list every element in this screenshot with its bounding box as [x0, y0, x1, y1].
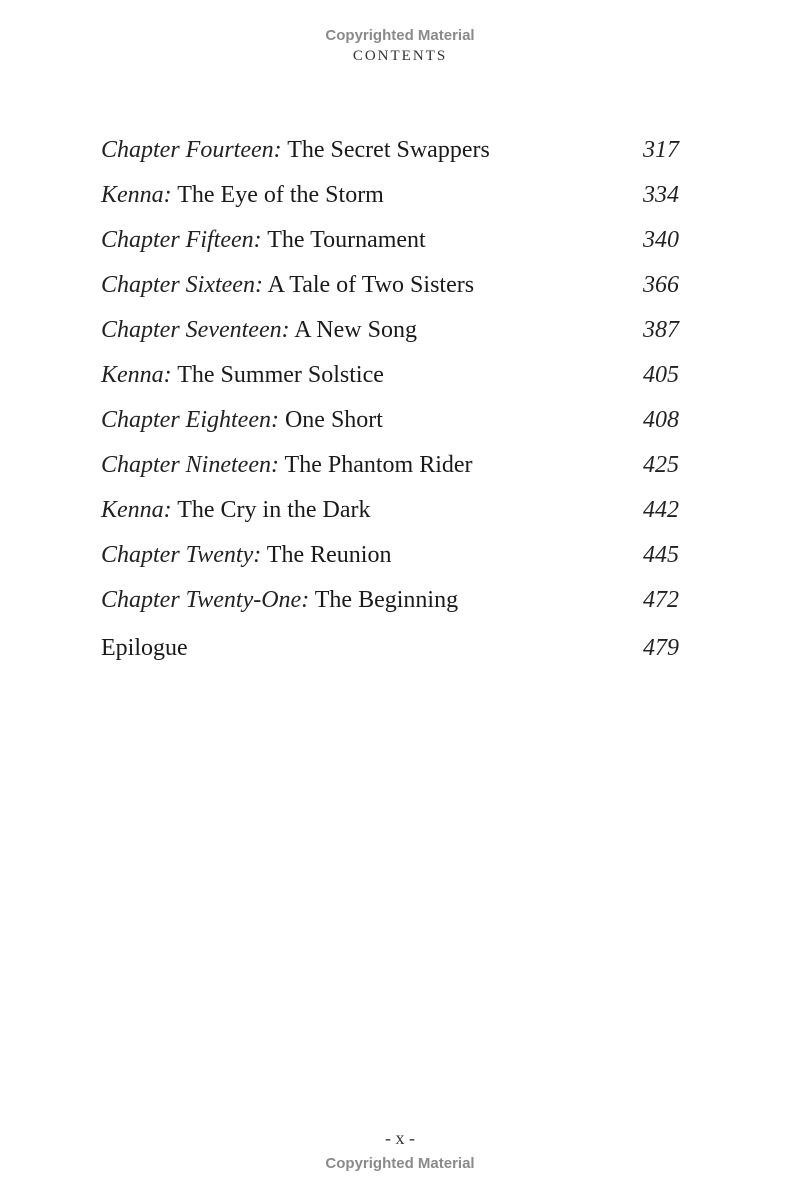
toc-entry-title: The Beginning	[314, 587, 459, 613]
toc-entry[interactable]	[101, 582, 679, 627]
toc-entry-title: Epilogue	[101, 635, 188, 661]
toc-entry-page: 408	[643, 407, 679, 433]
toc-entry-title: The Cry in the Dark	[177, 497, 371, 523]
toc-entry-page: 366	[643, 272, 679, 298]
toc-entry-page: 425	[643, 452, 679, 478]
toc-entry-page: 445	[643, 542, 679, 568]
toc-entry-page: 334	[643, 182, 679, 208]
toc-entry-label: Chapter Fifteen:	[101, 227, 262, 253]
toc-entry-label: Chapter Seventeen:	[101, 317, 290, 343]
toc-entry[interactable]	[101, 177, 679, 222]
toc-entry[interactable]	[101, 402, 679, 447]
copyright-watermark-bottom: Copyrighted Material	[325, 1155, 475, 1172]
toc-entry[interactable]	[101, 312, 679, 357]
toc-entry-page: 405	[643, 362, 679, 388]
toc-entry-label: Chapter Sixteen:	[101, 272, 263, 298]
toc-entry[interactable]	[101, 267, 679, 312]
toc-entry-heading	[101, 132, 490, 168]
toc-entry-epilogue[interactable]	[101, 630, 679, 675]
toc-entry-label: Chapter Twenty-One:	[101, 587, 310, 613]
toc-entry-page: 442	[643, 497, 679, 523]
toc-entry-title: The Summer Solstice	[177, 362, 384, 388]
toc-entry-page: 340	[643, 227, 679, 253]
running-head: CONTENTS	[352, 48, 448, 64]
toc-entry-heading	[101, 447, 473, 483]
toc-entry[interactable]	[101, 222, 679, 267]
toc-entry-title: The Phantom Rider	[284, 452, 473, 478]
toc-entry-title: A Tale of Two Sisters	[267, 272, 475, 298]
toc-entry[interactable]	[101, 492, 679, 537]
copyright-watermark-top: Copyrighted Material	[325, 27, 475, 44]
toc-entry-title: A New Song	[294, 317, 417, 343]
toc-entry-heading	[101, 492, 371, 528]
toc-entry-label: Kenna:	[101, 182, 172, 208]
table-of-contents	[101, 132, 679, 675]
toc-entry[interactable]	[101, 357, 679, 402]
toc-entry-heading	[101, 267, 474, 303]
toc-entry-heading	[101, 402, 383, 438]
toc-entry-label: Kenna:	[101, 497, 172, 523]
toc-entry-heading	[101, 222, 426, 258]
toc-entry-heading	[101, 537, 391, 573]
toc-entry[interactable]	[101, 132, 679, 177]
toc-entry-label: Chapter Nineteen:	[101, 452, 279, 478]
toc-entry[interactable]	[101, 537, 679, 582]
toc-entry-heading	[101, 357, 384, 393]
toc-entry-page: 317	[643, 137, 679, 163]
toc-entry-label: Chapter Eighteen:	[101, 407, 279, 433]
toc-entry-page: 387	[643, 317, 679, 343]
toc-entry-label: Kenna:	[101, 362, 172, 388]
page-folio: - x -	[385, 1128, 415, 1148]
toc-entry-title: The Reunion	[266, 542, 392, 568]
toc-entry-heading	[101, 582, 458, 618]
toc-entry-label: Chapter Twenty:	[101, 542, 262, 568]
toc-entry-title: The Eye of the Storm	[177, 182, 384, 208]
toc-entry[interactable]	[101, 447, 679, 492]
toc-entry-title: The Tournament	[267, 227, 426, 253]
toc-entry-heading	[101, 312, 417, 348]
toc-entry-title: The Secret Swappers	[287, 137, 490, 163]
toc-entry-heading	[101, 177, 384, 213]
toc-entry-page: 479	[643, 635, 679, 661]
toc-entry-label: Chapter Fourteen:	[101, 137, 282, 163]
toc-entry-title: One Short	[284, 407, 383, 433]
toc-entry-page: 472	[643, 587, 679, 613]
